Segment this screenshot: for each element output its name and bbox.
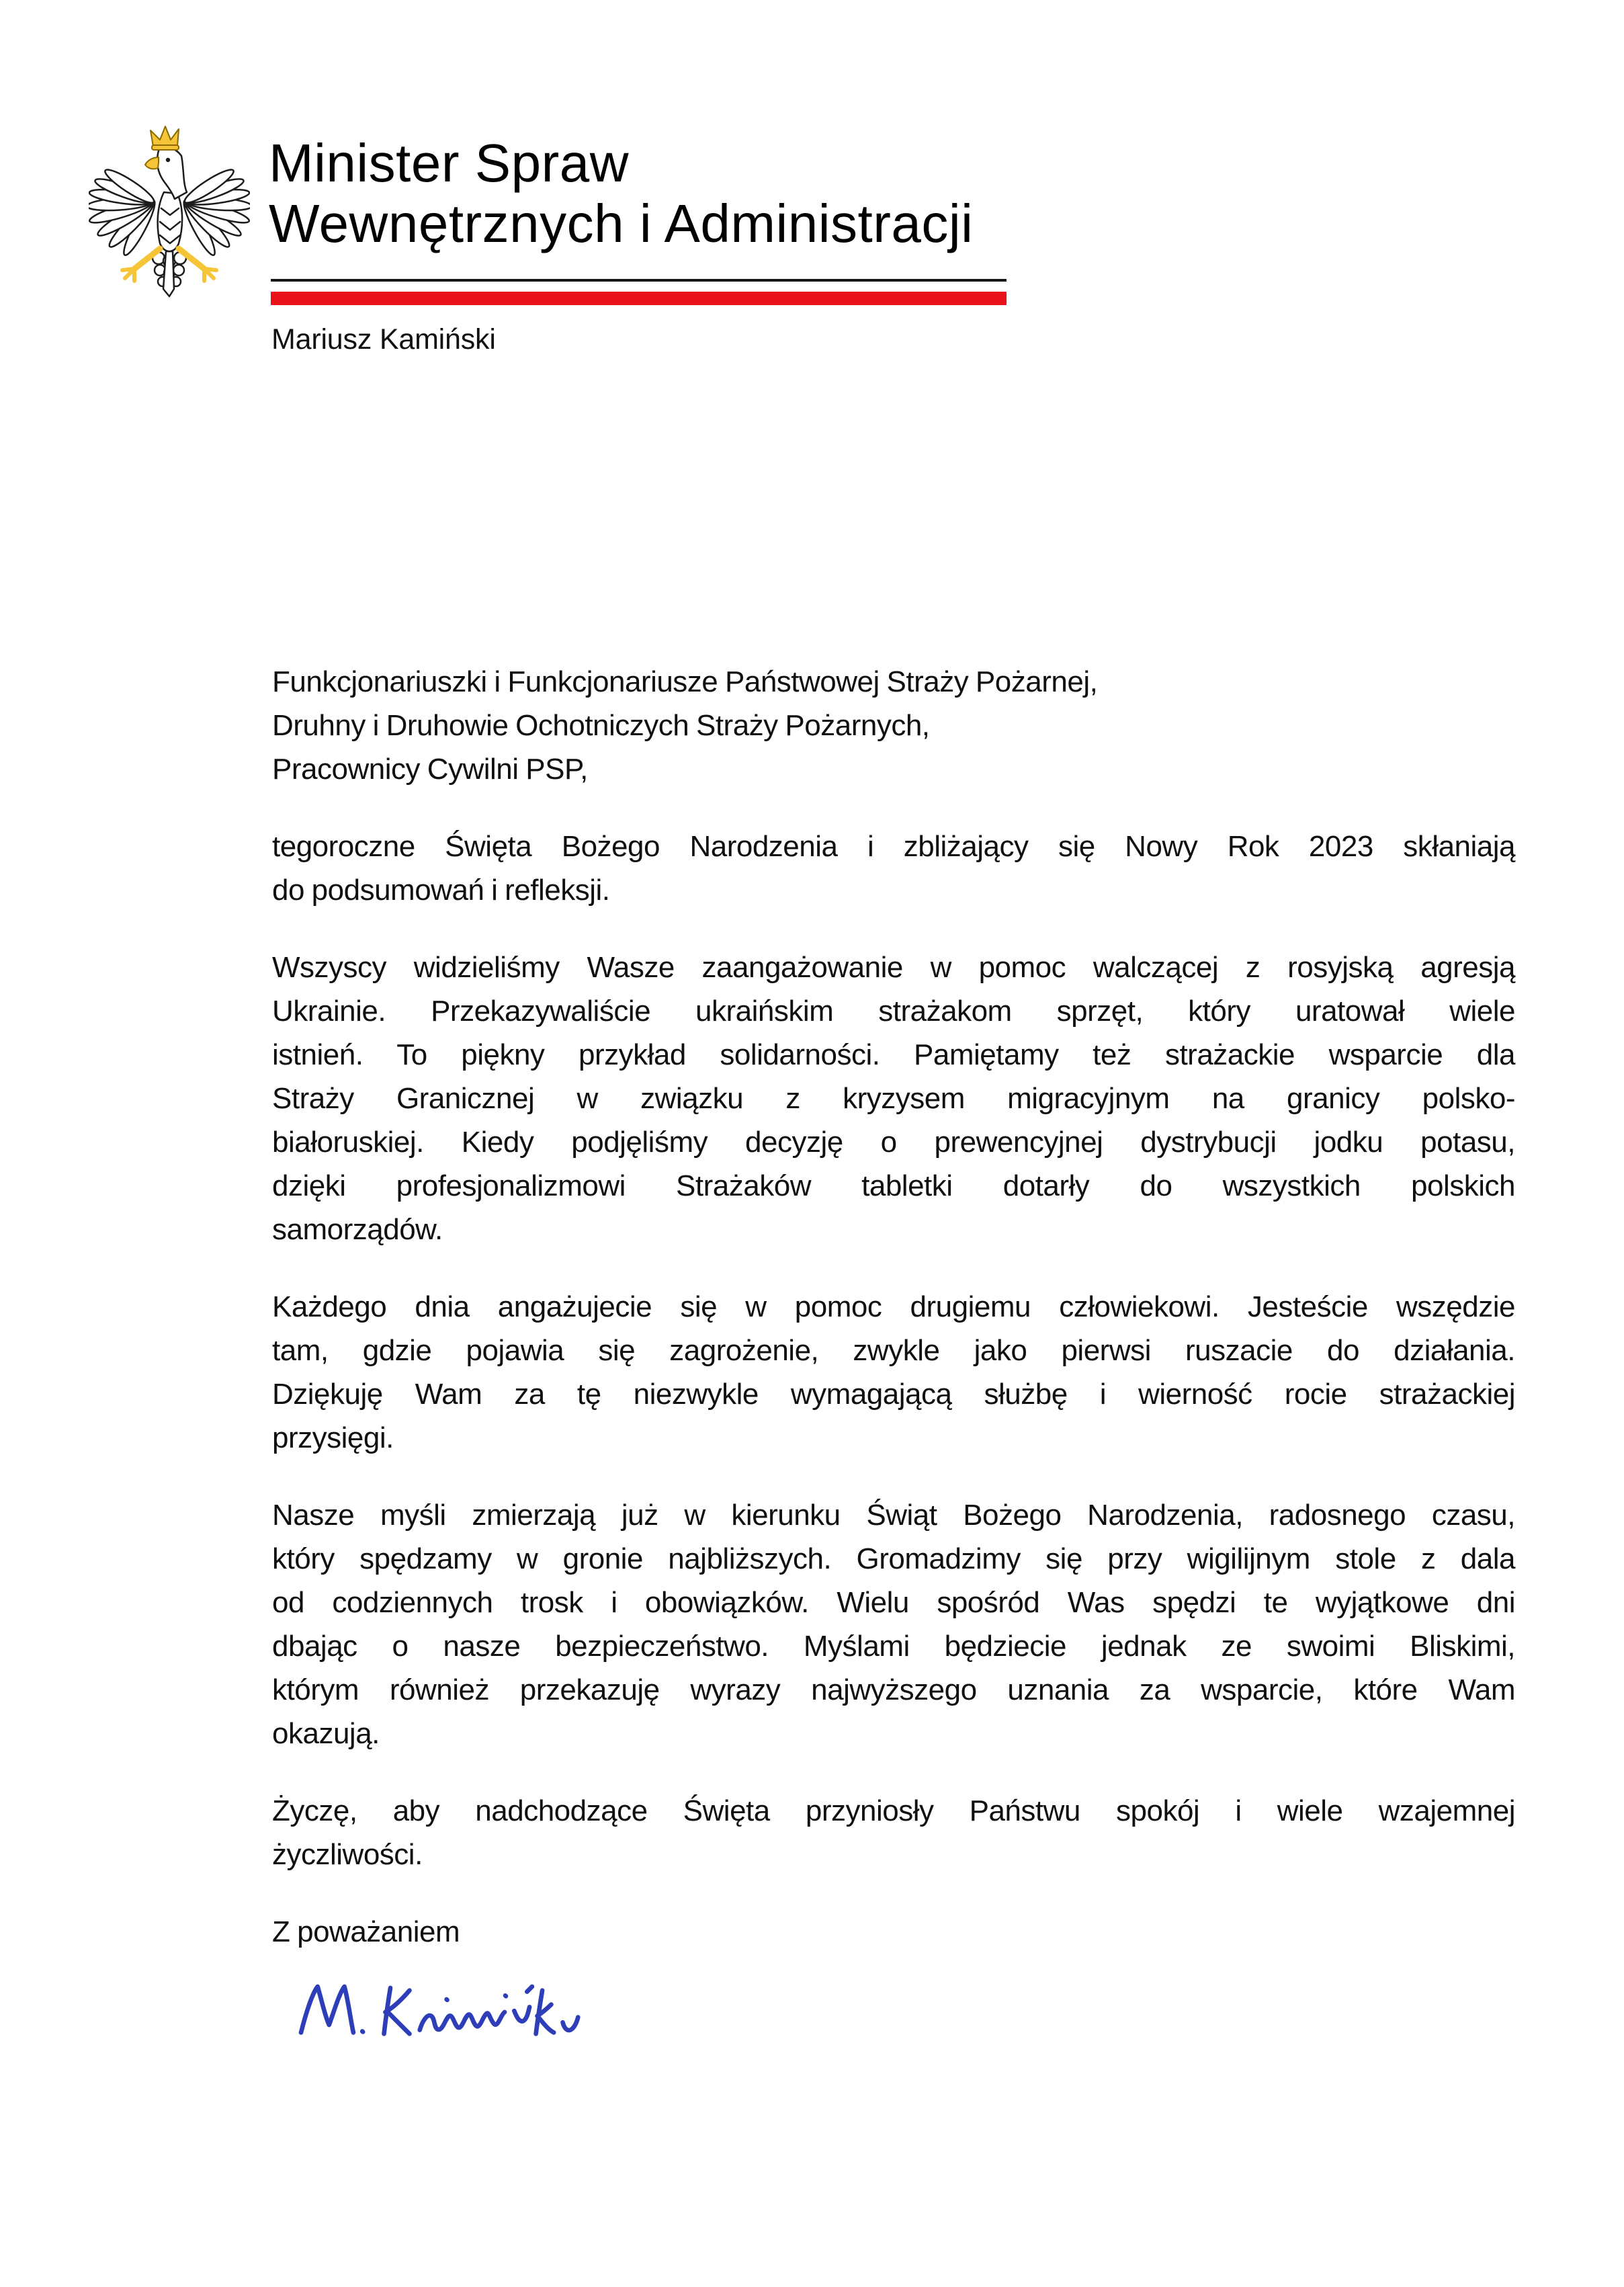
letter-paragraph (272, 825, 1515, 912)
letter-line: Każdego dnia angażujecie się w pomoc drugiemu człowiekowi. Jesteście wszędzie (272, 1290, 1515, 1323)
letter-line: do podsumowań i refleksji. (272, 874, 610, 907)
letter-line: życzliwości. (272, 1838, 423, 1871)
flag-red-bar (271, 292, 1007, 305)
letter-line: od codziennych trosk i obowiązków. Wielu spośród Was spędzi te wyjątkowe dni (272, 1586, 1515, 1619)
letter-line: przysięgi. (272, 1421, 394, 1454)
letter-line: który spędzamy w gronie najbliższych. Gromadzimy się przy wigilijnym stole z dala (272, 1542, 1515, 1575)
letter-line: tegoroczne Święta Bożego Narodzenia i zbliżający się Nowy Rok 2023 skłaniają (272, 830, 1515, 863)
letter-line: dbając o nasze bezpieczeństwo. Myślami będziecie jednak ze swoimi Bliskimi, (272, 1630, 1515, 1663)
letter-line: okazują. (272, 1717, 380, 1750)
letter-line: Ukrainie. Przekazywaliście ukraińskim strażakom sprzęt, który uratował wiele (272, 995, 1515, 1028)
letter-paragraph (272, 1789, 1515, 1876)
signature-handwriting (284, 1974, 637, 2038)
letter-line: Pracownicy Cywilni PSP, (272, 753, 588, 786)
ministry-title (269, 133, 973, 254)
letter-line: istnień. To piękny przykład solidarności. Pamiętamy też strażackie wsparcie dla (272, 1038, 1515, 1071)
letter-line: Nasze myśli zmierzają już w kierunku Świąt Bożego Narodzenia, radosnego czasu, (272, 1499, 1515, 1532)
letter-line: Funkcjonariuszki i Funkcjonariusze Państwowej Straży Pożarnej, (272, 665, 1098, 698)
letter-paragraph (272, 1285, 1515, 1460)
letter-line: Straży Granicznej w związku z kryzysem migracyjnym na granicy polsko- (272, 1082, 1515, 1115)
header-rule (271, 279, 1007, 282)
letter-line: Dziękuję Wam za tę niezwykle wymagającą służbę i wierność rocie strażackiej (272, 1378, 1515, 1411)
letter-line: białoruskiej. Kiedy podjęliśmy decyzję o prewencyjnej dystrybucji jodku potasu, (272, 1126, 1515, 1159)
letter-paragraph (272, 946, 1515, 1251)
eagle-emblem-icon (89, 120, 250, 302)
ministry-title-line1: Minister Spraw (269, 133, 630, 193)
letter-line: samorządów. (272, 1213, 443, 1246)
letter-paragraph (272, 1493, 1515, 1755)
closing-salutation: Z poważaniem (272, 1915, 460, 1948)
letter-line: Życzę, aby nadchodzące Święta przyniosły Państwu spokój i wiele wzajemnej (272, 1794, 1515, 1827)
letter-line: którym również przekazuję wyrazy najwyższego uznania za wsparcie, które Wam (272, 1673, 1515, 1706)
ministry-title-line2: Wewnętrznych i Administracji (269, 194, 974, 253)
letter-line: Wszyscy widzieliśmy Wasze zaangażowanie w pomoc walczącej z rosyjską agresją (272, 951, 1515, 984)
letter-line: Druhny i Druhowie Ochotniczych Straży Pożarnych, (272, 709, 930, 742)
letter-line: tam, gdzie pojawia się zagrożenie, zwykle jako pierwsi ruszacie do działania. (272, 1334, 1515, 1367)
letter-body (272, 660, 1515, 2038)
letter-line: dzięki profesjonalizmowi Strażaków tabletki dotarły do wszystkich polskich (272, 1169, 1515, 1202)
letter-paragraph (272, 660, 1515, 791)
signatory-name: Mariusz Kamiński (271, 323, 496, 356)
